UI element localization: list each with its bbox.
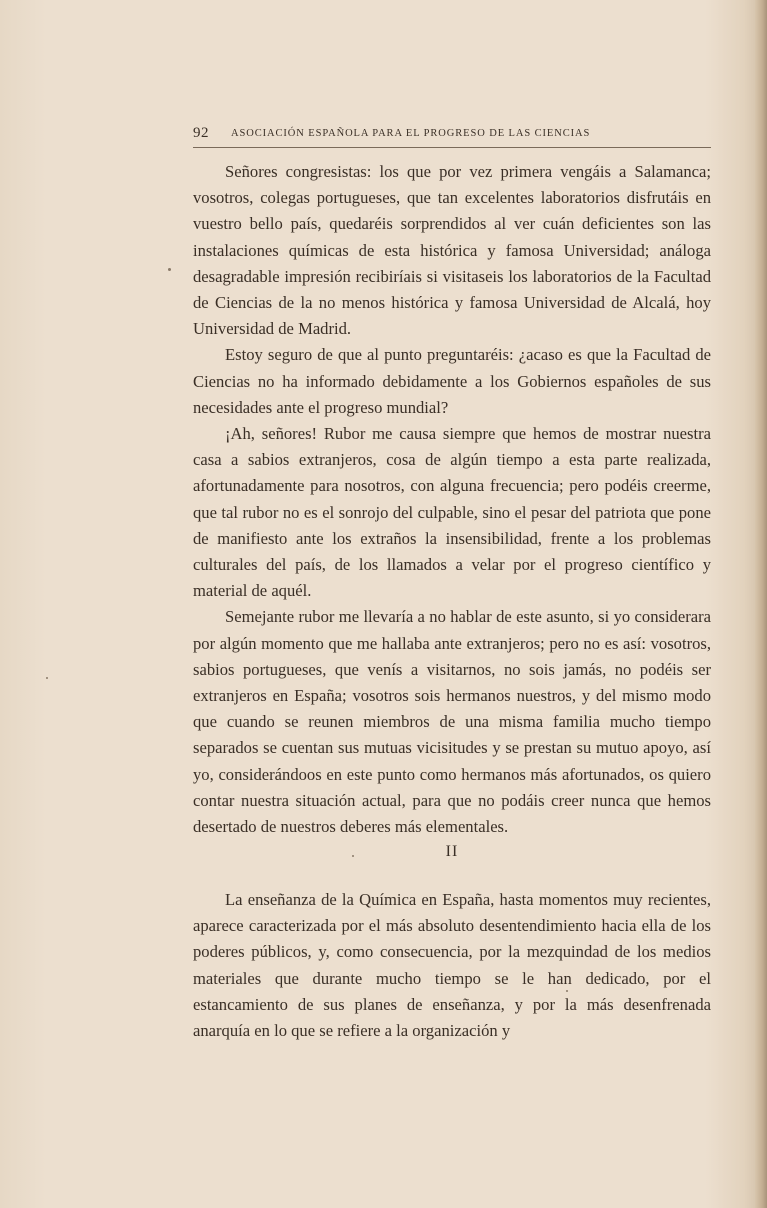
paragraph: Señores congresistas: los que por vez primera vengáis a Salamanca; vosotros, colegas portugueses, que tan excelentes laboratorios disfrutáis en vuestro bello país, quedaréis sorprendidos al ver cuán deficientes son las instalaciones químicas de esta histórica y famosa Universidad; análoga desagradable impresión recibiríais si visitaseis los laboratorios de la Facultad de Ciencias de la no menos histórica y famosa Universidad de Alcalá, hoy Universidad de Madrid. [193,162,711,339]
section-1-text [193,159,711,840]
section-2-text [193,887,711,1044]
paragraph: Semejante rubor me llevaría a no hablar de este asunto, si yo considerara por algún momento que me hallaba ante extranjeros; pero no es así: vosotros, sabios portugueses, que venís a visitarnos, no sois jamás, no podéis ser extranjeros en España; vosotros sois hermanos nuestros, y del mismo modo que cuando se reunen miembros de una misma familia mucho tiempo separados se cuentan sus mutuas vicisitudes y se prestan su mutuo apoyo, así yo, considerándoos en este punto como hermanos más afortunados, os quiero contar nuestra situación actual, para que no podáis creer nunca que hemos desertado de nuestros deberes más elementales. [193,607,711,837]
paragraph: La enseñanza de la Química en España, hasta momentos muy recientes, aparece caracterizada por el más absoluto desentendimiento hacia ella de los poderes públicos, y, como consecuencia, por la mezquindad de los medios materiales que durante mucho tiempo se le han dedicado, por el estancamiento de sus planes de enseñanza, y por la más desenfrenada anarquía en lo que se refiere a la organización y [193,890,711,1041]
paper-speck [168,268,171,271]
running-head: ASOCIACIÓN ESPAÑOLA PARA EL PROGRESO DE LAS CIENCIAS [231,128,591,139]
page-edge-shadow [755,0,767,1208]
paragraph: ¡Ah, señores! Rubor me causa siempre que hemos de mostrar nuestra casa a sabios extranjeros, cosa de algún tiempo a esta parte realizada, afortunadamente para nosotros, con alguna frecuencia; pero podéis creerme, que tal rubor no es el sonrojo del culpable, sino el pesar del patriota que pone de manifiesto ante los extraños la insensibilidad, frente a los problemas culturales del país, de los llamados a velar por el progreso científico y material de aquél. [193,424,711,601]
paper-speck [46,677,48,679]
page-header [193,125,711,148]
page-number: 92 [193,125,209,141]
paper-speck [352,855,354,857]
section-heading: II [445,843,459,860]
paragraph: Estoy seguro de que al punto preguntaréis: ¿acaso es que la Facultad de Ciencias no ha informado debidamente a los Gobiernos españoles de sus necesidades ante el progreso mundial? [193,345,711,417]
paper-speck [566,990,568,992]
